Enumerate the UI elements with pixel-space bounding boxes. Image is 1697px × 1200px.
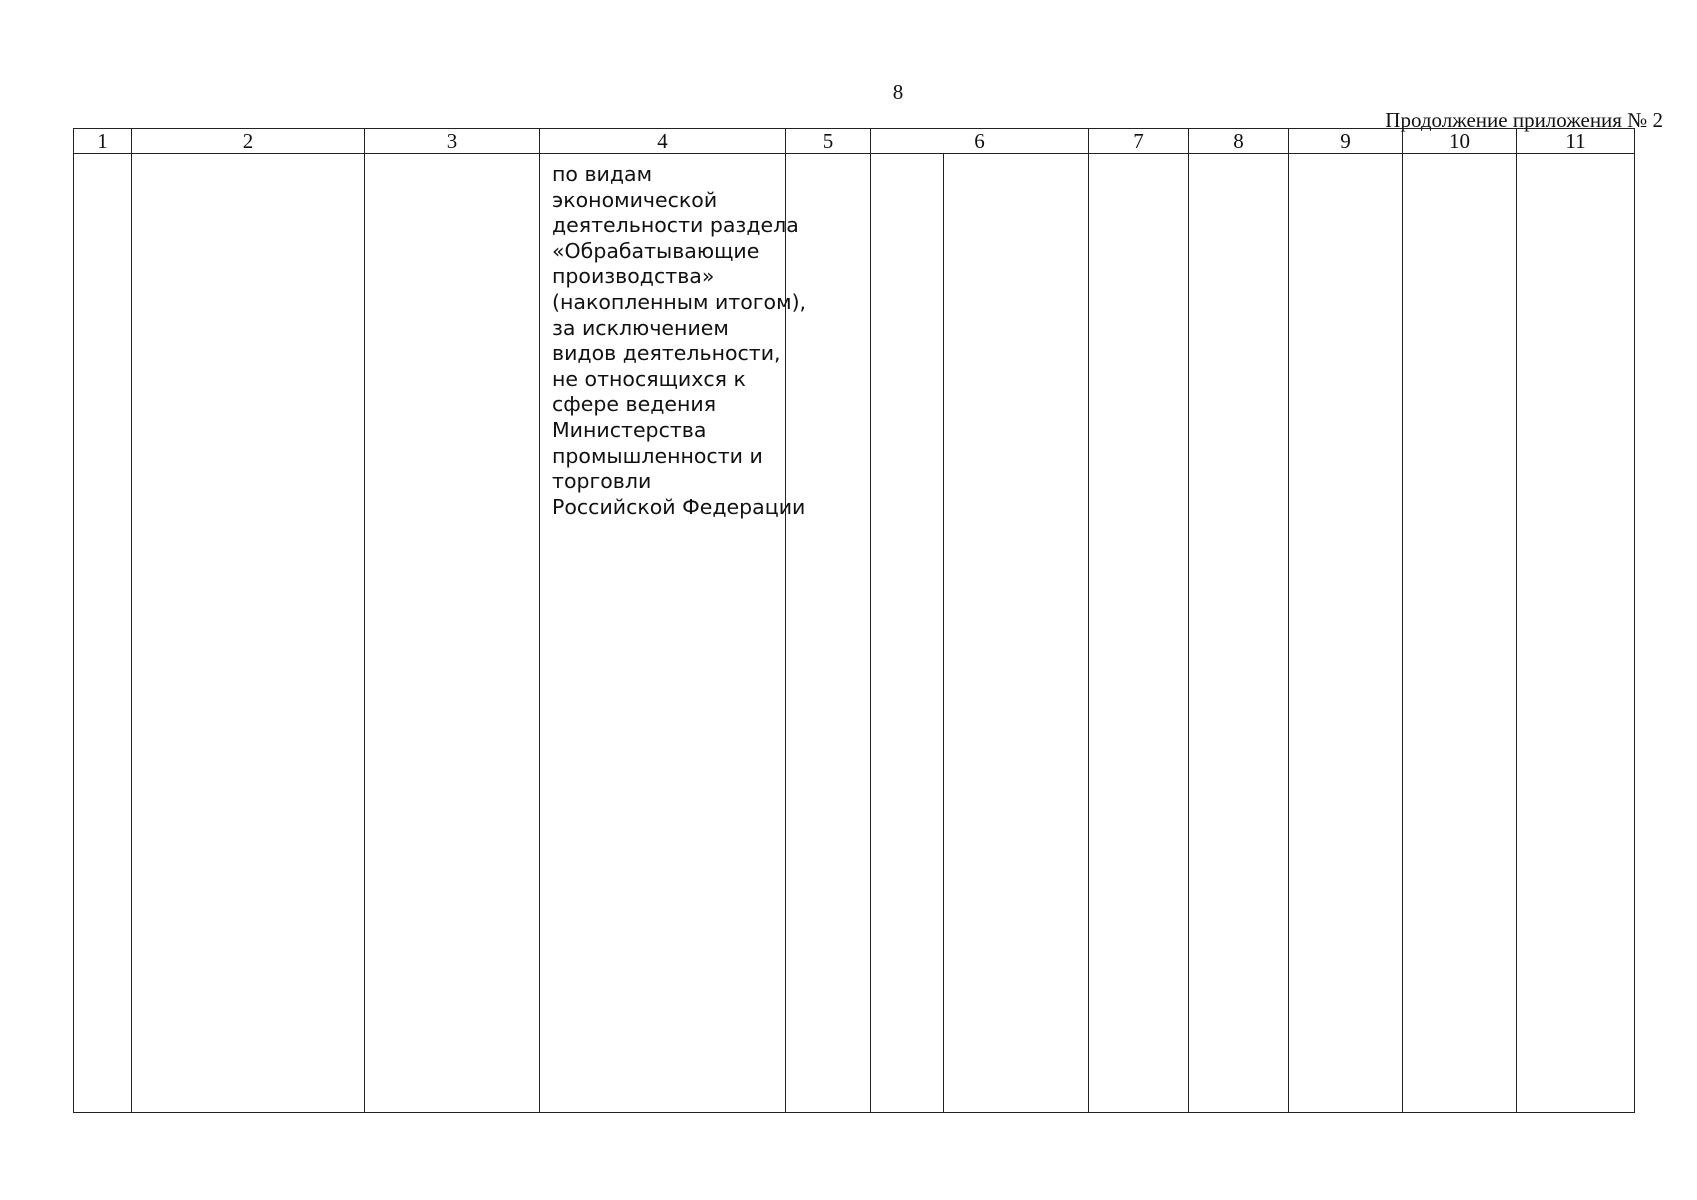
cell-text-line: по видам (552, 162, 653, 186)
cell-text-line: (накопленным итогом), (552, 289, 807, 314)
cell-col-6a (871, 154, 944, 1113)
table-row (74, 154, 1635, 1113)
page-number: 8 (892, 80, 904, 104)
cell-col-10 (1403, 154, 1517, 1113)
column-header-1: 1 (74, 129, 132, 154)
column-header-3: 3 (365, 129, 540, 154)
cell-col-7 (1089, 154, 1189, 1113)
cell-text-line: торговли (552, 469, 652, 494)
cell-col-2 (132, 154, 365, 1113)
document-table (73, 128, 1635, 1113)
cell-col-6b (944, 154, 1089, 1113)
cell-col-8 (1189, 154, 1289, 1113)
column-header-7: 7 (1089, 129, 1189, 154)
continuation-label: Продолжение приложения № 2 (1385, 108, 1663, 132)
cell-text-line: экономической (552, 187, 718, 212)
cell-text-line: производства» (552, 264, 715, 289)
column-header-11: 11 (1517, 129, 1635, 154)
column-header-9: 9 (1289, 129, 1403, 154)
cell-text-line: Министерства (552, 417, 707, 442)
column-header-5: 5 (786, 129, 871, 154)
cell-col-11 (1517, 154, 1635, 1113)
cell-col-3 (365, 154, 540, 1113)
cell-text-line: сфере ведения (552, 392, 717, 417)
cell-text-line: за исключением (552, 315, 729, 340)
cell-text-line: «Обрабатывающие (552, 238, 760, 263)
column-header-10: 10 (1403, 129, 1517, 154)
cell-text-line: деятельности раздела (552, 213, 799, 238)
column-header-2: 2 (132, 129, 365, 154)
cell-col-9 (1289, 154, 1403, 1113)
column-header-8: 8 (1189, 129, 1289, 154)
header-row (74, 129, 1635, 154)
cell-text-line: Российской Федерации (552, 494, 806, 519)
column-header-4: 4 (540, 129, 786, 154)
cell-text-line: не относящихся к (552, 366, 746, 391)
cell-col-1 (74, 154, 132, 1113)
cell-col-4 (540, 154, 807, 1113)
cell-text-line: видов деятельности, (552, 341, 781, 366)
column-header-6: 6 (871, 129, 1089, 154)
cell-text-line: промышленности и (552, 443, 763, 468)
